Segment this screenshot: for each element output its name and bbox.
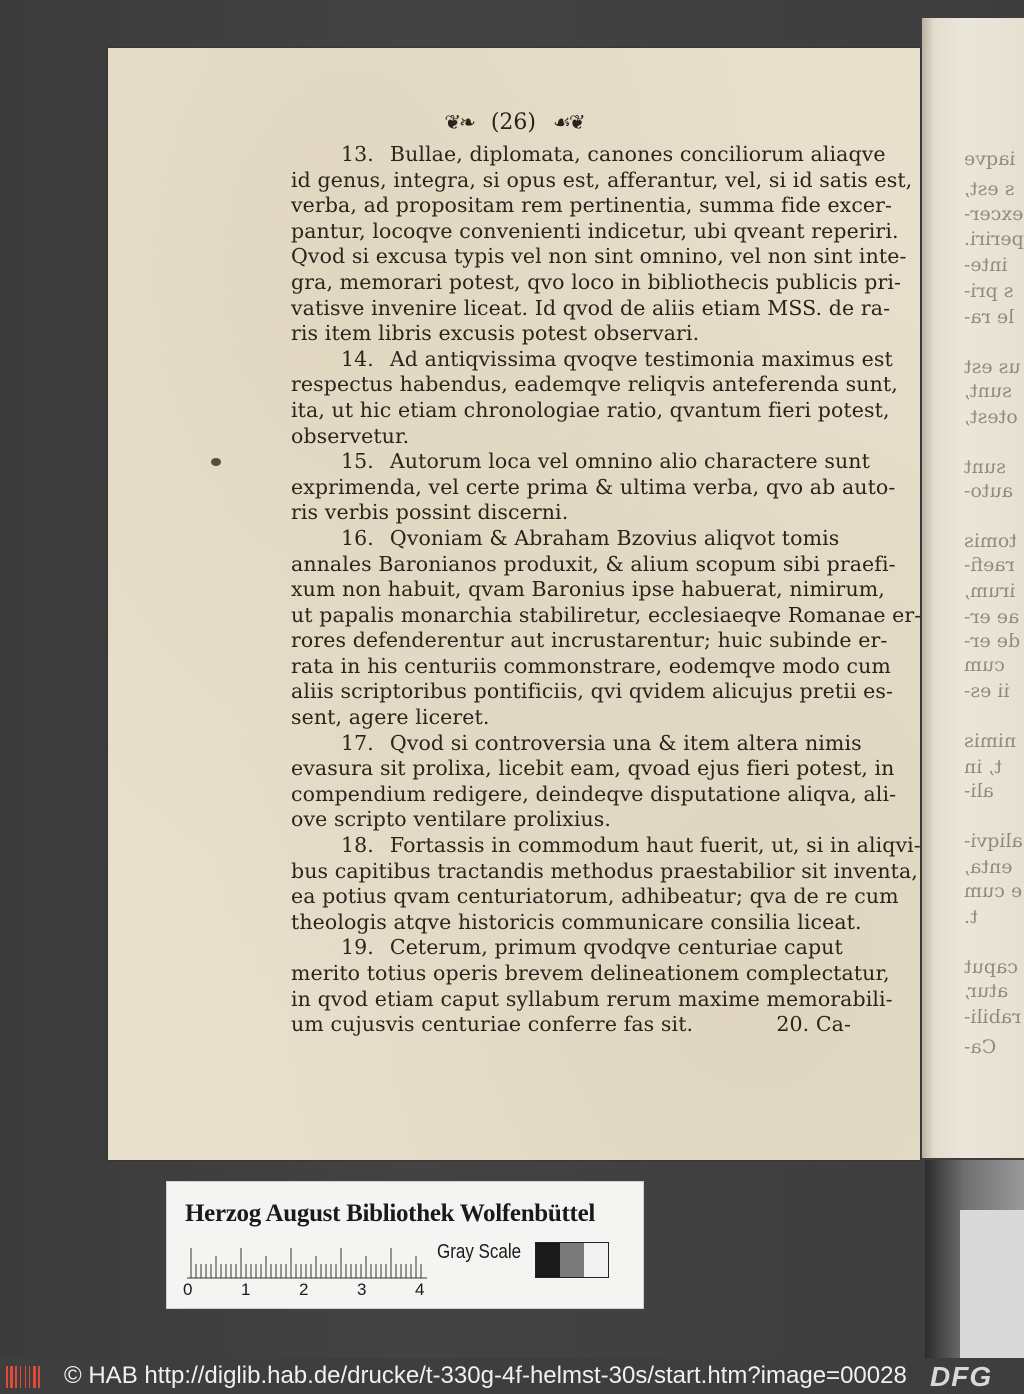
facing-text-line: us est [964, 356, 1021, 378]
facing-label [960, 1210, 1024, 1358]
line-text: Qvod si excusa typis vel non sint omnino, vel non sint inte- [291, 244, 907, 269]
line-text: ris verbis possint discerni. [291, 500, 569, 525]
facing-text-line: e cum [964, 880, 1023, 902]
facing-text-line: enta, [964, 856, 1013, 878]
facing-text-line: irum, [964, 580, 1016, 602]
text-line [291, 961, 890, 987]
line-text: theologis atqve historicis communicare consilia liceat. [291, 909, 862, 934]
text-line [291, 909, 862, 936]
facing-text-line: rabili- [964, 1006, 1022, 1028]
facing-text-line: nimis [964, 730, 1017, 752]
line-text: vatisve invenire liceat. Id qvod de aliis etiam MSS. de ra- [291, 295, 891, 320]
barcode-bar [38, 1366, 40, 1388]
text-line [291, 424, 851, 450]
line-text: gra, memorari potest, qvo loco in bibliothecis publicis pri- [291, 269, 902, 294]
line-text: annales Baronianos produxit, & alium scopum sibi praefi- [291, 551, 896, 576]
line-text: Ceterum, primum qvodqve centuriae caput [389, 935, 843, 960]
text-line [291, 628, 888, 654]
paragraph-number: 13. [341, 142, 374, 166]
facing-text-line: raefi- [964, 554, 1015, 576]
facing-text-line: ae er- [964, 606, 1020, 628]
gray-scale-label: Gray Scale [437, 1241, 522, 1263]
copyright-url[interactable]: © HAB http://diglib.hab.de/drucke/t-330g-4f-helmst-30s/start.htm?image=00028 [64, 1362, 907, 1389]
barcode-bar [15, 1366, 17, 1388]
facing-text-line: t, in [964, 756, 1003, 778]
line-text: ita, ut hic etiam chronologiae ratio, qvantum fieri potest, [291, 397, 890, 422]
gray-scale-swatches [535, 1242, 609, 1278]
line-text: ut papalis monarchia stabiliretur, ecclesiaeqve Romanae er- [291, 602, 922, 627]
barcode-bar [6, 1366, 8, 1388]
text-line [291, 653, 891, 680]
text-line [291, 449, 870, 475]
facing-text-line: inte- [964, 254, 1008, 276]
line-text: xum non habuit, qvam Baronius ipse habuerat, nimirum, [291, 577, 885, 602]
facing-text-line: de er- [964, 630, 1021, 652]
text-line [291, 244, 907, 270]
line-text: verba, ad propositam rem pertinentia, summa fide excer- [291, 193, 893, 218]
line-text: ris item libris excusis potest observari. [291, 321, 700, 346]
gray-swatch [536, 1243, 560, 1277]
paragraph-number: 16. [341, 525, 374, 550]
text-line [291, 193, 893, 219]
footer-bar [0, 1358, 1024, 1394]
line-text: um cujusvis centuriae conferre fas sit. [291, 1012, 694, 1037]
dfg-logo: DFG [930, 1361, 993, 1392]
line-text: aliis scriptoribus pontificiis, qvi qvidem alicujus pretii es- [291, 679, 894, 704]
ruler-number: 4 [415, 1280, 425, 1299]
text-line [291, 577, 885, 603]
line-text: rata in his centuriis commonstrare, eodemqve modo cum [291, 653, 891, 678]
text-line [291, 397, 890, 424]
measurement-ruler [187, 1244, 427, 1284]
facing-text-line: cum [964, 654, 1005, 676]
ink-stain [211, 458, 221, 466]
facing-text-line: caput [964, 956, 1019, 978]
facing-text-line: t. [964, 906, 978, 928]
text-line [291, 986, 893, 1013]
facing-text-line: tomis [964, 530, 1017, 552]
line-text: ove scripto ventilare prolixius. [291, 807, 612, 832]
barcode-bar [25, 1366, 26, 1388]
line-text: observetur. [291, 423, 410, 448]
facing-text-line: sunt [964, 456, 1006, 478]
text-line [291, 602, 922, 629]
text-line [291, 346, 893, 373]
gray-swatch [584, 1243, 608, 1277]
text-line [291, 551, 896, 578]
facing-text-line: aliqvi- [964, 830, 1023, 852]
text-line [291, 500, 851, 526]
paragraph-number: 17. [341, 730, 374, 755]
line-text: Qvoniam & Abraham Bzovius aliqvot tomis [389, 525, 840, 550]
text-line [291, 167, 913, 194]
text-line [291, 935, 851, 961]
ruler-number: 3 [357, 1280, 367, 1299]
facing-text-line: ii es- [964, 680, 1010, 702]
line-text: pantur, locoqve convenienti indicetur, ubi qveant reperiri. [291, 218, 899, 243]
text-line [291, 781, 897, 808]
facing-text-line: s pri- [964, 280, 1014, 302]
page-header [108, 110, 920, 135]
facing-text-line: Ca- [964, 1036, 997, 1058]
barcode-bar [29, 1366, 30, 1388]
line-text: bus capitibus tractandis methodus praestabilior sit inventa, [291, 858, 918, 883]
line-text: compendium redigere, deindeqve disputatione aliqva, ali- [291, 781, 897, 806]
ruler-number: 2 [299, 1280, 309, 1299]
line-text: sent, agere liceret. [291, 705, 490, 730]
facing-text-line: ali- [964, 780, 994, 802]
text-line [291, 705, 851, 731]
line-text: Fortassis in commodum haut fuerit, ut, si in aliqvi- [389, 833, 921, 858]
barcode-bar [20, 1366, 21, 1388]
line-text: Autorum loca vel omnino alio charactere sunt [389, 449, 870, 474]
barcode-bar [33, 1366, 36, 1388]
facing-text-line: sunt, [964, 380, 1012, 402]
facing-text-line: otest, [964, 406, 1018, 428]
paragraph-number: 19. [341, 935, 374, 960]
text-line [291, 295, 891, 322]
text-line [291, 833, 921, 859]
facing-text-line: le ra- [964, 306, 1015, 328]
line-text: id genus, integra, si opus est, afferantur, vel, si id satis est, [291, 167, 913, 192]
text-line [291, 526, 851, 552]
facing-text-line: iaqve [964, 148, 1016, 170]
ornament-right-icon: ☙❦ [553, 110, 584, 134]
document-page [108, 48, 920, 1160]
body-text [291, 142, 922, 1038]
text-line [291, 321, 851, 347]
line-text: Ad antiqvissima qvoqve testimonia maximus est [389, 346, 893, 371]
facing-text-line: excer- [964, 203, 1024, 225]
catchword: 20. Ca- [776, 1012, 851, 1037]
line-text: in qvod etiam caput syllabum rerum maxime memorabili- [291, 986, 893, 1011]
text-line [291, 218, 899, 245]
text-line [291, 142, 886, 168]
page-number: (26) [490, 110, 536, 135]
text-line [291, 756, 895, 782]
facing-page [922, 18, 1024, 1158]
text-line [291, 858, 918, 885]
library-name: Herzog August Bibliothek Wolfenbüttel [185, 1200, 596, 1227]
line-text: evasura sit prolixa, licebit eam, qvoad ejus fieri potest, in [291, 756, 895, 781]
gray-swatch [560, 1243, 584, 1277]
line-text: merito totius operis brevem delineationem complectatur, [291, 961, 890, 985]
text-line [291, 730, 862, 757]
paragraph-number: 18. [341, 833, 374, 858]
line-text: exprimenda, vel certe prima & ultima verba, qvo ab auto- [291, 474, 896, 499]
barcode-icon [6, 1366, 46, 1388]
text-line [291, 884, 899, 910]
text-line [291, 679, 894, 705]
text-line [291, 269, 902, 296]
line-text: Bullae, diplomata, canones conciliorum aliaqve [389, 142, 886, 166]
paragraph-number: 14. [341, 346, 374, 371]
paragraph-number: 15. [341, 449, 374, 474]
ornament-left-icon: ❦❧ [444, 110, 474, 134]
line-text: Qvod si controversia una & item altera nimis [389, 730, 862, 755]
facing-text-line: s est, [964, 178, 1015, 200]
facing-text-line: periri. [964, 228, 1024, 250]
barcode-bar [10, 1366, 13, 1388]
text-line [291, 474, 896, 501]
ruler-number: 0 [183, 1280, 193, 1299]
line-text: rores defenderentur aut incrustarentur; huic subinde er- [291, 628, 888, 653]
facing-text-line: auto- [964, 480, 1014, 502]
line-text: respectus habendus, eademqve reliqvis anteferenda sunt, [291, 372, 898, 397]
ruler-number: 1 [241, 1280, 251, 1299]
library-label [166, 1181, 644, 1309]
text-line [291, 1012, 851, 1038]
text-line [291, 807, 851, 833]
text-line [291, 372, 898, 398]
facing-text-line: atur, [964, 980, 1009, 1002]
line-text: ea potius qvam centuriatorum, adhibeatur; qva de re cum [291, 884, 899, 909]
